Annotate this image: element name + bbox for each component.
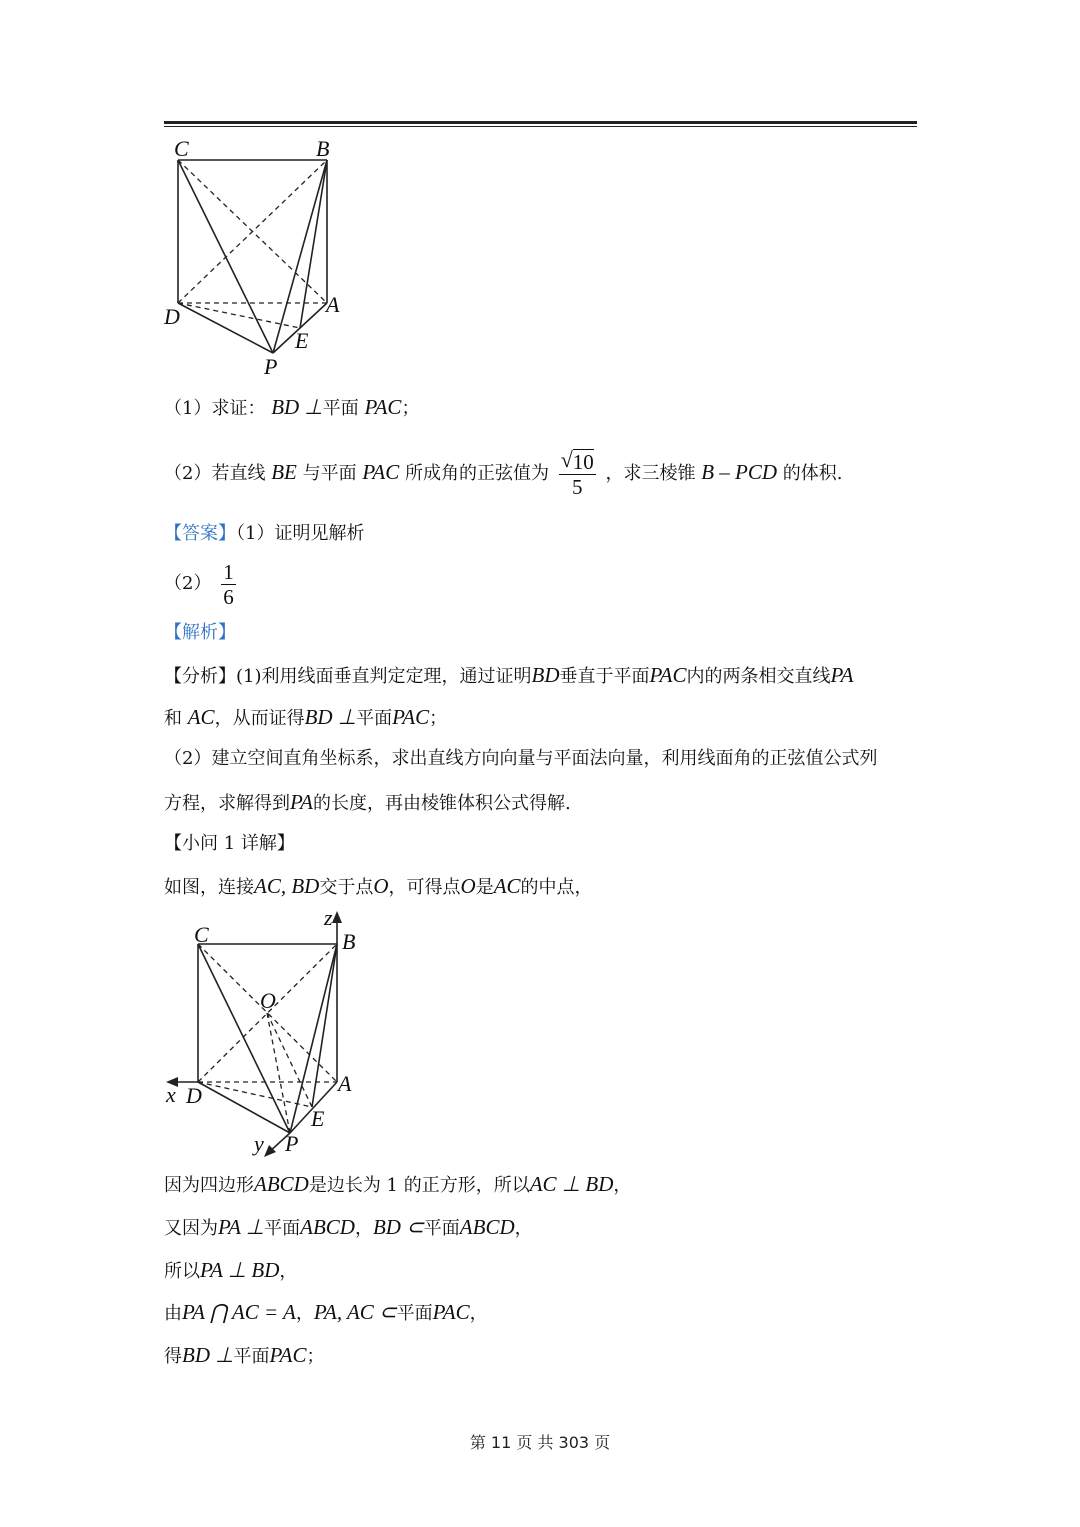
sub1-line-1: 如图，连接AC, BD交于点O，可得点O是AC的中点， (164, 874, 593, 898)
jiexi-tag: 【解析】 (164, 622, 236, 643)
proof-line-5: 得BD ⊥平面PAC； (164, 1343, 325, 1367)
figure-2-coordinate-pyramid (160, 905, 380, 1160)
label-C: C (174, 136, 189, 161)
analysis-line-1: 【分析】(1)利用线面垂直判定定理，通过证明BD垂直于平面PAC内的两条相交直线PA (164, 663, 854, 687)
label-B: B (342, 929, 356, 954)
label-x: x (166, 1082, 176, 1107)
label-D: D (186, 1083, 202, 1108)
label-O: O (260, 988, 276, 1013)
edge-DP (178, 303, 273, 353)
label-A: A (326, 292, 340, 317)
label-D: D (164, 304, 180, 329)
label-C: C (194, 922, 209, 947)
proof-line-2: 又因为PA ⊥平面ABCD，BD ⊂平面ABCD， (164, 1215, 533, 1239)
label-B: B (316, 136, 330, 161)
label-y: y (254, 1131, 264, 1156)
edge-CP (178, 160, 273, 353)
fraction-1-over-6: $\frac{1}{6}$ (223, 559, 234, 609)
fraction-sqrt10-over-5: √ 10 5 (560, 446, 594, 499)
label-P: P (285, 1131, 299, 1156)
edge-OE (267, 1013, 312, 1107)
figure-1-pyramid (160, 130, 360, 380)
analysis-line-3: （2）建立空间直角坐标系，求出直线方向向量与平面法向量，利用线面角的正弦值公式列 (164, 748, 878, 769)
sub1-tag: 【小问 1 详解】 (164, 833, 295, 854)
edge-OP (267, 1013, 290, 1133)
question-2: （2）若直线 BE 与平面 PAC 所成角的正弦值为 √ 10 5 ，求三棱锥 B – PCD 的体积. (164, 446, 843, 499)
header-rule-thick (164, 121, 917, 124)
answer-line-2: （2） $\frac{1}{6}$ (164, 559, 234, 609)
label-P: P (264, 354, 278, 379)
edge-DE (198, 1082, 312, 1107)
analysis-line-4: 方程，求解得到PA的长度，再由棱锥体积公式得解. (164, 790, 571, 814)
header-rule-thin (164, 126, 917, 127)
label-A: A (338, 1071, 352, 1096)
proof-line-4: 由PA ⋂ AC = A，PA, AC ⊂平面PAC， (164, 1300, 488, 1324)
edge-CP (198, 944, 290, 1133)
analysis-line-2: 和 AC，从而证得BD ⊥平面PAC； (164, 705, 448, 729)
arrow-z (332, 911, 342, 923)
edge-DP (198, 1082, 290, 1133)
answer-line-1: 【答案】（1）证明见解析 (164, 523, 365, 544)
edge-BP (290, 944, 337, 1133)
proof-line-1: 因为四边形ABCD是边长为 1 的正方形，所以AC ⊥ BD， (164, 1172, 632, 1196)
label-z: z (324, 905, 333, 930)
page-footer: 第 11 页 共 303 页 (469, 1433, 611, 1452)
label-E: E (311, 1106, 325, 1131)
question-1: （1）求证： BD ⊥平面 PAC； (164, 395, 420, 419)
proof-line-3: 所以PA ⊥ BD， (164, 1258, 298, 1282)
label-E: E (295, 328, 309, 353)
